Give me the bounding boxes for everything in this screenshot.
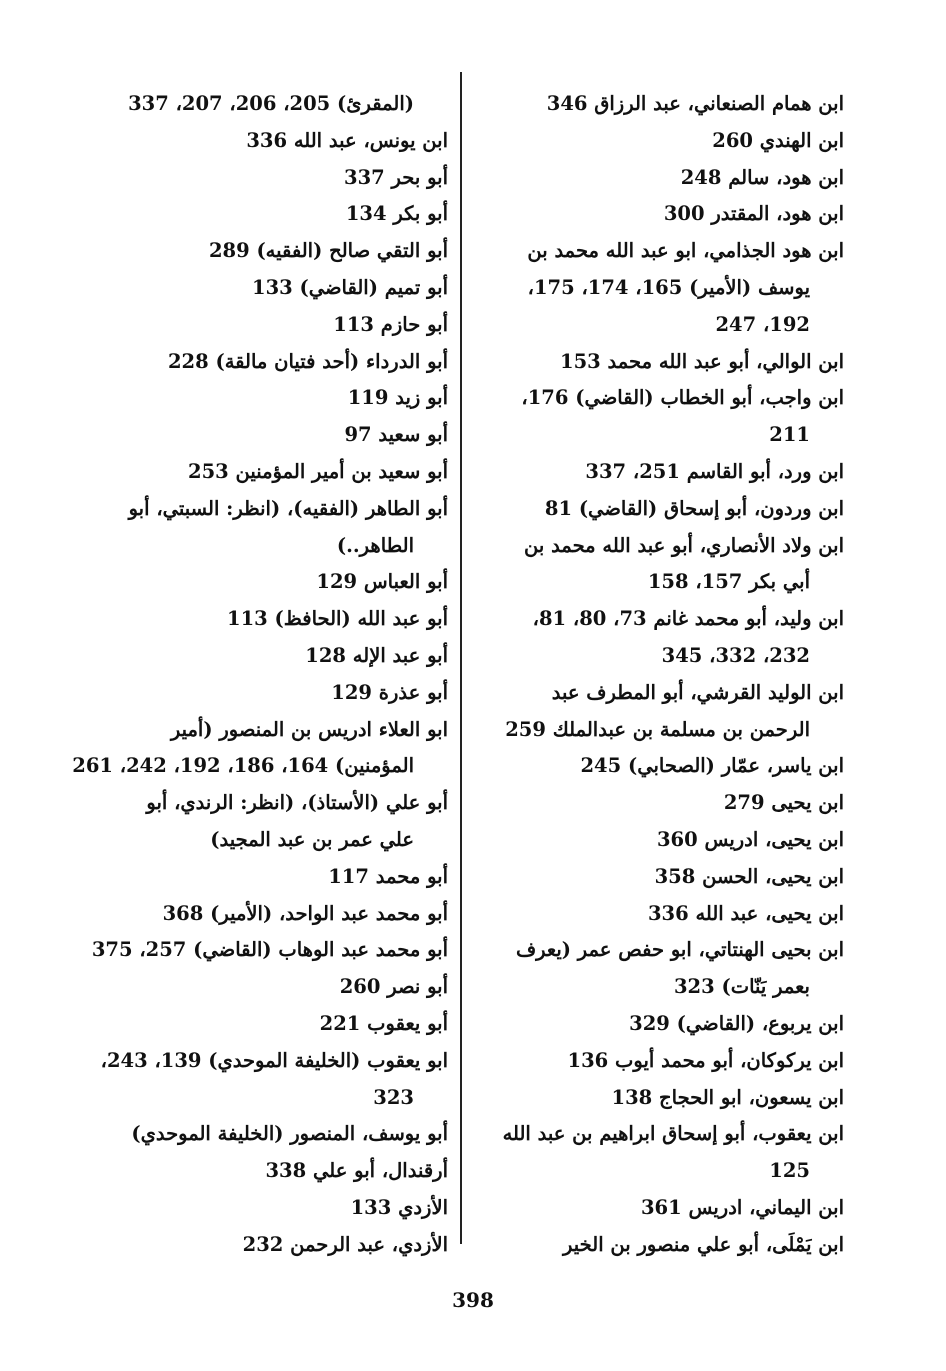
entry-continuation: 211 [769,423,810,447]
index-entry [470,344,844,381]
page-number: 398 [452,1288,494,1312]
index-entry [72,1227,448,1264]
entry-line: أبو زيد 119 [347,386,448,410]
entry-line: أبو حازم 113 [333,312,448,336]
index-entry [72,859,448,896]
entry-line: أبو العباس 129 [316,570,448,594]
entry-line: ابن يربوع، (القاضي) 329 [629,1011,844,1035]
entry-continuation: الطاهر..) [336,533,414,557]
entry-line: ابن يحيى، ادريس 360 [656,827,844,851]
index-entry [470,896,844,933]
entry-continuation: المؤمنين) 164، 186، 192، 242، 261 [72,754,414,778]
entry-continuation: 232، 332، 345 [661,643,810,667]
entry-continuation: 192، 247 [715,312,810,336]
entry-line: أبو سعيد بن أمير المؤمنين 253 [188,459,448,483]
entry-line: ابن اليماني، ادريس 361 [640,1195,844,1219]
index-entry [72,1153,448,1190]
index-entry [470,1043,844,1080]
index-entry [470,160,844,197]
index-entry [72,123,448,160]
index-entry [72,785,448,859]
entry-continuation: بعمر يَنّات) 323 [673,975,810,999]
index-column-right [470,86,844,1264]
index-entry [72,86,448,123]
entry-line: أبو الطاهر (الفقيه)، (انظر: السبتي، أبو [128,496,448,520]
entry-line: ابن واجب، أبو الخطاب (القاضي) 176، [521,386,844,410]
index-entry [72,969,448,1006]
index-entry [470,454,844,491]
index-entry [72,196,448,233]
column-divider [460,72,462,1244]
entry-line: ابن يحيى، الحسن 358 [654,864,844,888]
index-entry [72,1006,448,1043]
index-entry [72,417,448,454]
index-entry [72,1116,448,1153]
entry-line: أبو عبد الإله 128 [305,643,448,667]
index-entry [470,601,844,675]
entry-line: ابن بحيى الهنتاتي، ابو حفص عمر (يعرف [515,938,844,962]
entry-line: أبو الدرداء (أحد فتيان مالقة) 228 [167,349,448,373]
entry-line: أبو عذرة 129 [331,680,448,704]
index-entry [72,380,448,417]
entry-line: أبو تميم (القاضي) 133 [252,275,448,299]
index-entry [470,1227,844,1264]
entry-line: ابن يحيى 279 [723,791,844,815]
entry-continuation: (المقرئ) 205، 206، 207، 337 [128,92,414,115]
entry-line: أرقندال، أبو علي 338 [265,1159,448,1183]
entry-line: ابو العلاء ادريس بن المنصور (أمير [170,717,448,741]
index-entry [470,528,844,602]
index-entry [72,1190,448,1227]
index-entry [72,675,448,712]
index-entry [72,307,448,344]
index-entry [72,160,448,197]
entry-line: ابن وليد، أبو محمد غانم 73، 80، 81، [532,607,844,631]
index-entry [470,748,844,785]
index-entry [470,1006,844,1043]
entry-continuation: علي عمر بن عبد المجيد) [210,827,414,851]
index-entry [72,601,448,638]
entry-line: أبو يعقوب 221 [319,1011,448,1035]
entry-line: ابن الوالي، أبو عبد الله محمد 153 [560,349,844,373]
entry-line: ابن ياسر، عمّار (الصحابي) 245 [580,754,844,778]
index-entry [72,233,448,270]
index-column-left [72,86,448,1264]
index-entry [470,859,844,896]
entry-line: الأزدي، عبد الرحمن 232 [242,1232,448,1256]
entry-line: أبو يوسف، المنصور (الخليفة الموحدي) [131,1122,448,1146]
entry-line: أبو نصر 260 [339,975,448,999]
entry-continuation: الرحمن بن مسلمة بن عبدالملك 259 [505,717,810,741]
index-entry [470,675,844,749]
entry-line: ابن ولاد الأنصاري، أبو عبد الله محمد بن [524,533,844,557]
entry-line: أبو محمد عبد الواحد، (الأمير) 368 [162,901,448,925]
index-entry [470,86,844,123]
index-entry [470,822,844,859]
index-entry [470,1080,844,1117]
entry-line: أبو سعيد 97 [344,423,448,447]
index-entry [72,270,448,307]
entry-line: الأزدي 133 [350,1195,448,1219]
entry-line: ابو يعقوب (الخليفة الموحدي) 139، 243، [100,1048,448,1072]
entry-line: ابن وردون، أبو إسحاق (القاضي) 81 [544,496,844,520]
index-entry [470,196,844,233]
entry-continuation: 125 [769,1159,810,1183]
entry-line: ابن يعقوب، أبو إسحاق ابراهيم بن عبد الله [502,1122,844,1146]
entry-line: ابن هود الجذامي، ابو عبد الله محمد بن [527,239,844,263]
index-entry [72,896,448,933]
entry-line: ابن الوليد القرشي، أبو المطرف عبد [551,680,844,704]
entry-line: ابن يركوكان، أبو محمد أيوب 136 [567,1048,844,1072]
index-entry [72,712,448,786]
index-entry [72,638,448,675]
entry-line: ابن يسعون، ابو الحجاج 138 [611,1085,844,1109]
entry-line: ابن يَمْلَى، أبو علي منصور بن الخير [563,1232,844,1256]
entry-line: أبو بكر 134 [345,202,448,226]
entry-line: ابن هود، المقتدر 300 [663,202,844,226]
index-entry [470,123,844,160]
entry-line: ابن الهندي 260 [712,128,844,152]
index-entry [470,932,844,1006]
entry-line: أبو محمد عبد الوهاب (القاضي) 257، 375 [91,938,448,962]
entry-continuation: أبي بكر 157، 158 [647,570,810,594]
index-entry [470,233,844,343]
entry-line: ابن ورد، أبو القاسم 251، 337 [585,459,844,483]
index-entry [72,344,448,381]
entry-line: أبو محمد 117 [328,864,448,888]
entry-line: ابن يحيى، عبد الله 336 [647,901,844,925]
entry-line: أبو علي (الأستاذ)، (انظر: الرندي، أبو [146,791,448,815]
entry-continuation: 323 [373,1085,414,1109]
index-entry [470,1190,844,1227]
entry-line: أبو بحر 337 [344,165,448,189]
index-entry [72,454,448,491]
entry-line: أبو التقي صالح (الفقيه) 289 [208,239,448,263]
entry-line: ابن يونس، عبد الله 336 [246,128,448,152]
index-entry [470,491,844,528]
index-entry [470,380,844,454]
entry-line: ابن هود، سالم 248 [680,165,844,189]
index-entry [72,564,448,601]
index-entry [72,932,448,969]
index-entry [470,785,844,822]
entry-line: ابن همام الصنعاني، عبد الرزاق 346 [546,92,844,115]
entry-line: أبو عبد الله (الحافظ) 113 [227,607,448,631]
index-entry [72,1043,448,1117]
entry-continuation: يوسف (الأمير) 165، 174، 175، [527,275,810,299]
index-entry [72,491,448,565]
index-entry [470,1116,844,1190]
